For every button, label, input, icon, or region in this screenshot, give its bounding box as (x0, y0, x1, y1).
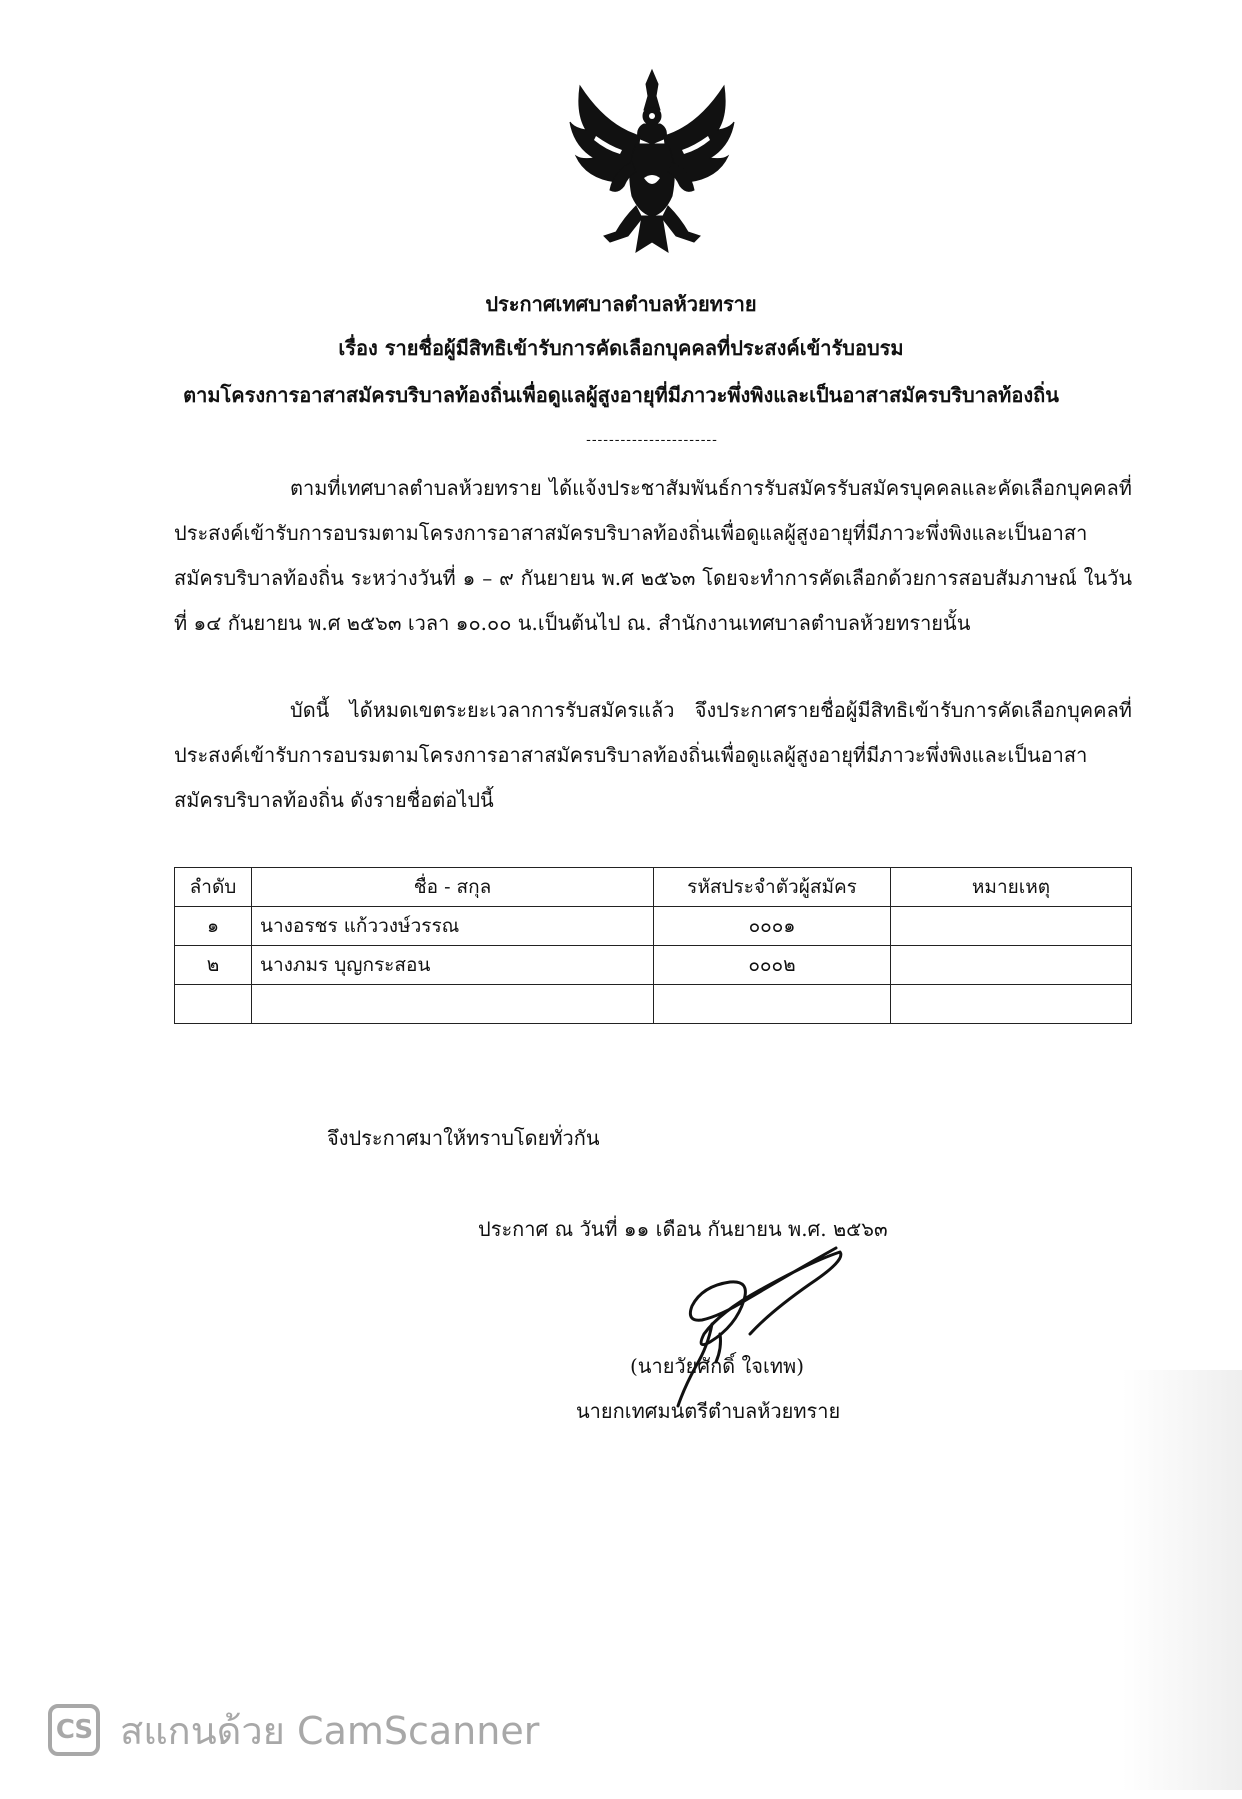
announcement-date: ประกาศ ณ วันที่ ๑๑ เดือน กันยายน พ.ศ. ๒๕๖๓ (478, 1217, 888, 1241)
header-name: ชื่อ - สกุล (252, 868, 654, 907)
closing-statement: จึงประกาศมาให้ทราบโดยทั่วกัน (327, 1126, 600, 1150)
cell-order: ๑ (175, 907, 252, 946)
table-row (175, 985, 1132, 1024)
body-paragraph-2: บัดนี้ ได้หมดเขตระยะเวลาการรับสมัครแล้ว จึงประกาศรายชื่อผู้มีสิทธิเข้ารับการคัดเลือกบุคคลที่ประสงค์เข้ารับการอบรมตามโครงการอาสาสมัครบริบาลท้องถิ่นเพื่อดูแลผู้สูงอายุที่มีภาวะพึ่งพิงและเป็นอาสาสมัครบริบาลท้องถิ่น ดังรายชื่อต่อไปนี้ (174, 698, 1132, 812)
cell-order (175, 985, 252, 1024)
cell-name: นางภมร บุญกระสอน (252, 946, 654, 985)
cell-name: นางอรชร แก้ววงษ์วรรณ (252, 907, 654, 946)
garuda-emblem-icon (566, 66, 738, 254)
table-row (175, 907, 1132, 946)
project-heading: ตามโครงการอาสาสมัครบริบาลท้องถิ่นเพื่อดูแลผู้สูงอายุที่มีภาวะพึ่งพิงและเป็นอาสาสมัครบริบาลท้องถิ่น (183, 383, 1059, 407)
camscanner-watermark (48, 1700, 539, 1760)
cell-order: ๒ (175, 946, 252, 985)
header-remark: หมายเหตุ (891, 868, 1132, 907)
cell-applicant-id: ๐๐๐๑ (654, 907, 891, 946)
body-paragraph-1: ตามที่เทศบาลตำบลห้วยทราย ได้แจ้งประชาสัมพันธ์การรับสมัครรับสมัครบุคคลและคัดเลือกบุคคลที่ประสงค์เข้ารับการอบรมตามโครงการอาสาสมัครบริบาลท้องถิ่นเพื่อดูแลผู้สูงอายุที่มีภาวะพึ่งพิงและเป็นอาสาสมัครบริบาลท้องถิ่น ระหว่างวันที่ ๑ – ๙ กันยายน พ.ศ ๒๕๖๓ โดยจะทำการคัดเลือกด้วยการสอบสัมภาษณ์ ในวันที่ ๑๔ กันยายน พ.ศ ๒๕๖๓ เวลา ๑๐.๐๐ น.เป็นต้นไป ณ. สำนักงานเทศบาลตำบลห้วยทรายนั้น (174, 476, 1132, 635)
table-row (175, 946, 1132, 985)
cell-applicant-id (654, 985, 891, 1024)
header-applicant-id: รหัสประจำตัวผู้สมัคร (654, 868, 891, 907)
scan-edge-shadow (1122, 1370, 1242, 1790)
table-header-row (175, 868, 1132, 907)
cell-remark (891, 985, 1132, 1024)
camscanner-logo-icon: CS (48, 1704, 100, 1756)
subject-heading: เรื่อง รายชื่อผู้มีสิทธิเข้ารับการคัดเลือกบุคคลที่ประสงค์เข้ารับอบรม (338, 336, 904, 360)
signer-name: (นายวัยศักดิ์ ใจเทพ) (630, 1354, 805, 1378)
cell-name (252, 985, 654, 1024)
cell-remark (891, 907, 1132, 946)
announcement-heading: ประกาศเทศบาลตำบลห้วยทราย (485, 292, 757, 316)
signer-title: นายกเทศมนตรีตำบลห้วยทราย (576, 1399, 841, 1423)
handwritten-signature (650, 1238, 850, 1410)
watermark-text: สแกนด้วย CamScanner (120, 1708, 540, 1753)
separator-line: ----------------------- (586, 432, 718, 448)
cell-remark (891, 946, 1132, 985)
cell-applicant-id: ๐๐๐๒ (654, 946, 891, 985)
header-order: ลำดับ (175, 868, 252, 907)
candidate-table (174, 867, 1132, 1024)
